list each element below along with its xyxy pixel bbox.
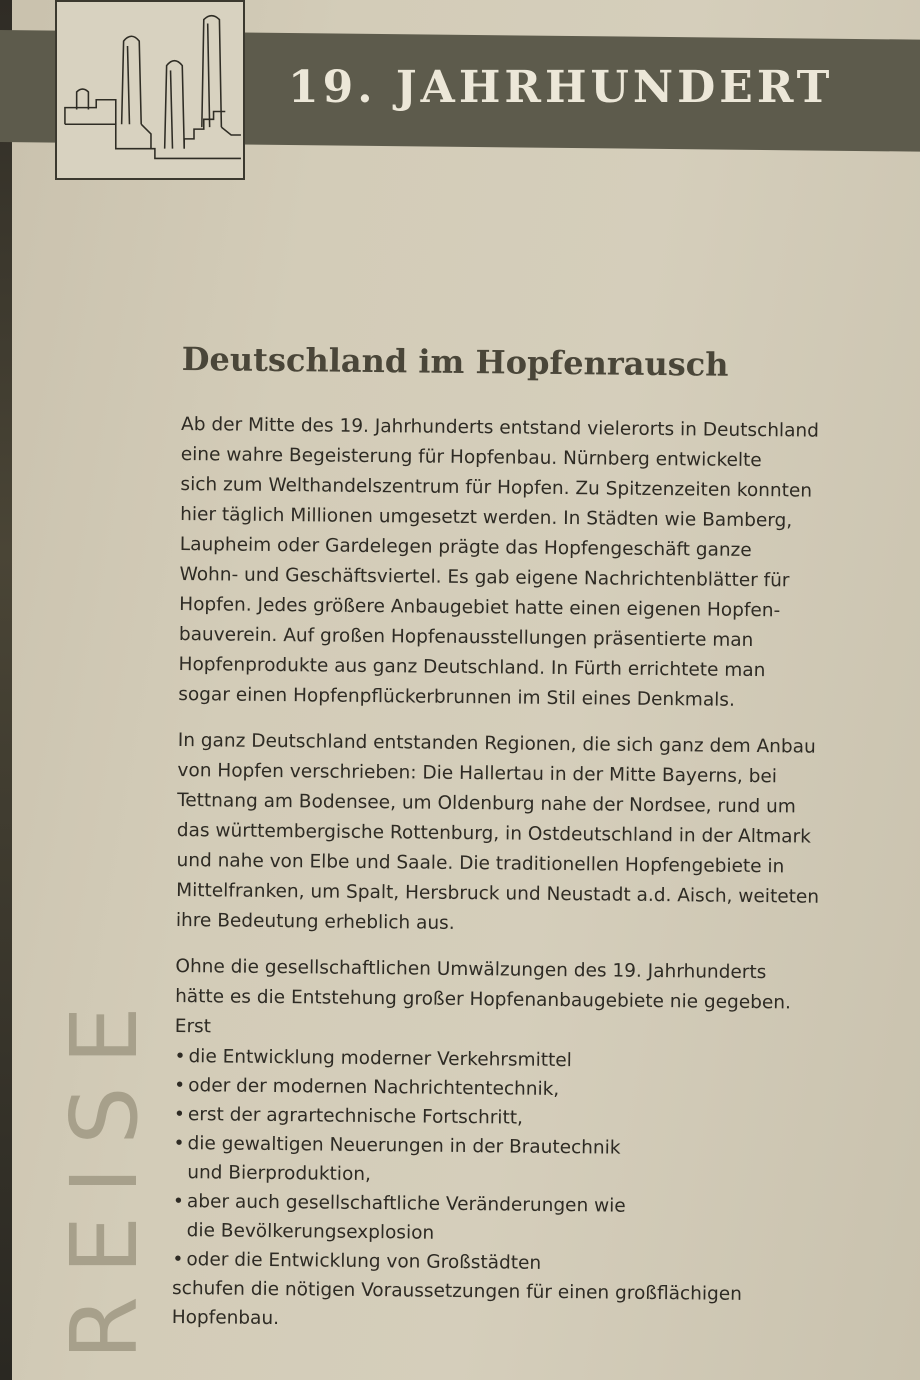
text-line: Hopfen. Jedes größere Anbaugebiet hatte einen eigenen Hopfen- [179, 593, 781, 622]
section-heading: Deutschland im Hopfenrausch [181, 340, 729, 384]
bullet-text: die gewaltigen Neuerungen in der Brautechnik [187, 1133, 621, 1159]
text-line: Laupheim oder Gardelegen prägte das Hopfengeschäft ganze [179, 533, 752, 561]
bullet-icon: • [174, 1045, 186, 1068]
text-line: Hopfenbau. [171, 1306, 280, 1330]
text-line: sogar einen Hopfenpflückerbrunnen im Stil eines Denkmals. [178, 683, 736, 711]
text-line: hier täglich Millionen umgesetzt werden. In Städten wie Bamberg, [180, 503, 793, 532]
vertical-decorative-word: REISE [51, 984, 158, 1360]
factory-chimneys-icon [55, 0, 245, 180]
bullet-icon: • [173, 1132, 185, 1155]
text-line: Ohne die gesellschaftlichen Umwälzungen des 19. Jahrhunderts [175, 955, 767, 984]
text-line: bauverein. Auf großen Hopfenausstellungen präsentierte man [178, 623, 754, 651]
text-line: Tettnang am Bodensee, um Oldenburg nahe der Nordsee, rund um [177, 789, 796, 818]
bullet-icon: • [173, 1103, 185, 1126]
text-content [171, 340, 842, 1355]
text-line: und nahe von Elbe und Saale. Die traditionellen Hopfengebiete in [176, 849, 785, 878]
bullet-icon: • [174, 1074, 186, 1097]
text-line: In ganz Deutschland entstanden Regionen, die sich ganz dem Anbau [177, 729, 816, 758]
bullet-text: aber auch gesellschaftliche Veränderungen wie [186, 1191, 626, 1217]
board-left-edge [0, 0, 12, 1380]
list-item-continuation: die Bevölkerungsexplosion [186, 1220, 435, 1244]
text-line: Mittelfranken, um Spalt, Hersbruck und Neustadt a.d. Aisch, weiteten [176, 879, 820, 908]
bullet-text: oder der modernen Nachrichtentechnik, [188, 1075, 560, 1100]
text-line: Hopfenprodukte aus ganz Deutschland. In Fürth errichtete man [178, 653, 766, 682]
list-item-continuation: und Bierproduktion, [187, 1162, 372, 1186]
text-line: Ab der Mitte des 19. Jahrhunderts entstand vielerorts in Deutschland [181, 413, 820, 442]
text-line: das württembergische Rottenburg, in Ostdeutschland in der Altmark [176, 819, 811, 848]
text-line: sich zum Welthandelszentrum für Hopfen. Zu Spitzenzeiten konnten [180, 473, 813, 502]
text-line: Erst [174, 1015, 212, 1038]
paragraph-3 [175, 952, 836, 1049]
text-line: eine wahre Begeisterung für Hopfenbau. Nürnberg entwickelte [180, 443, 762, 472]
bullet-list [172, 1042, 834, 1281]
text-line: hätte es die Entstehung großer Hopfenanbaugebiete nie gegeben. [175, 985, 792, 1014]
bullet-icon: • [172, 1248, 184, 1271]
paragraph-2 [176, 726, 838, 943]
paragraph-1 [178, 410, 841, 717]
closing-paragraph [172, 1274, 833, 1339]
bullet-text: oder die Entwicklung von Großstädten [186, 1249, 542, 1274]
bullet-text: die Entwicklung moderner Verkehrsmittel [188, 1046, 572, 1072]
banner-title: 19. JAHRHUNDERT [288, 62, 834, 113]
text-line: ihre Bedeutung erheblich aus. [175, 909, 455, 934]
bullet-icon: • [172, 1190, 185, 1213]
bullet-text: erst der agrartechnische Fortschritt, [187, 1104, 524, 1129]
text-line: Wohn- und Geschäftsviertel. Es gab eigene Nachrichtenblätter für [179, 563, 790, 592]
text-line: schufen die nötigen Voraussetzungen für einen großflächigen [171, 1277, 742, 1305]
text-line: von Hopfen verschrieben: Die Hallertau in der Mitte Bayerns, bei [177, 759, 778, 788]
